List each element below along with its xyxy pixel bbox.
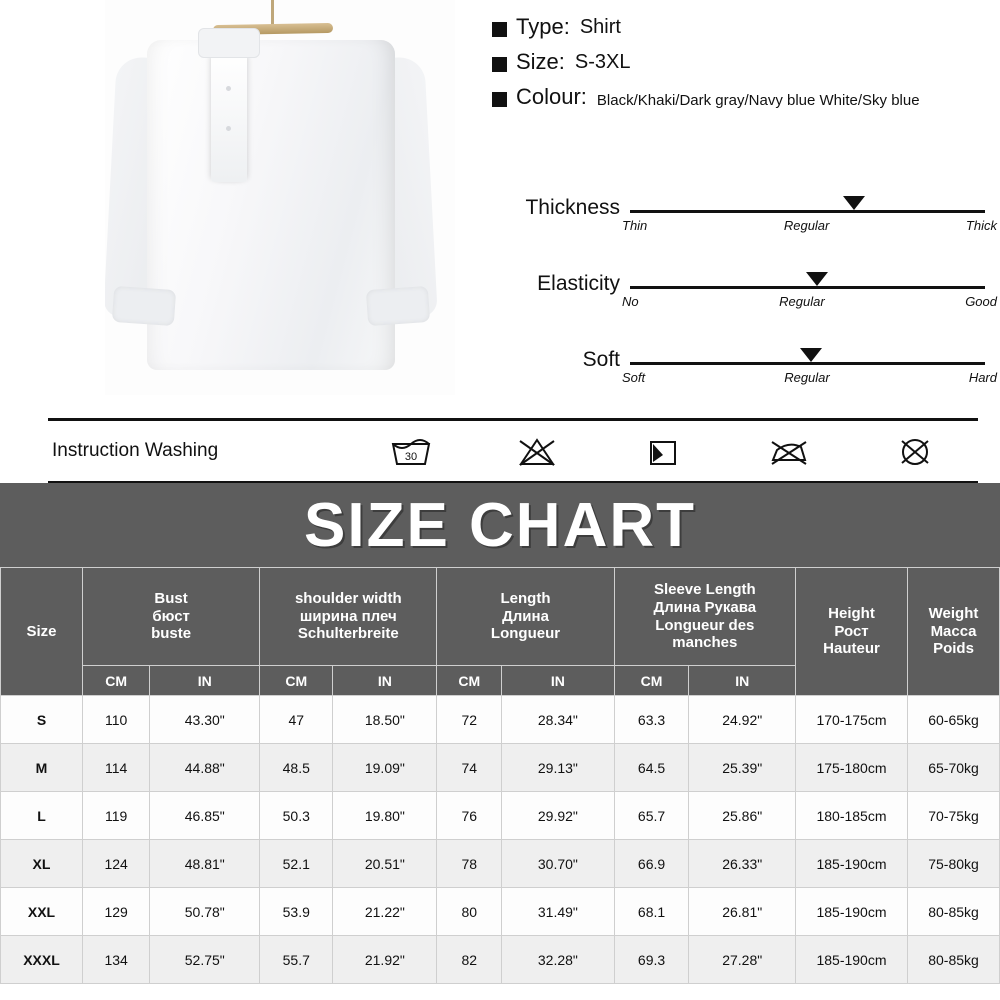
do-not-dry-clean-icon [892,433,938,469]
shirt-placket [211,52,247,182]
cell-length-cm: 72 [437,696,502,744]
size-chart-table [0,567,1000,984]
spec-label: Size: [516,49,565,74]
unit-bust-cm: CM [83,666,150,696]
cell-height: 185-190cm [796,936,908,984]
cell-length-in: 28.34" [502,696,614,744]
product-overview [0,0,1000,410]
cell-length-in: 31.49" [502,888,614,936]
washing-title: Instruction Washing [52,440,219,461]
product-photo [105,0,455,395]
table-header-main [1,568,1000,666]
table-row [1,744,1000,792]
cell-sleeve-cm: 69.3 [614,936,689,984]
cell-length-cm: 80 [437,888,502,936]
table-row [1,936,1000,984]
cell-length-cm: 78 [437,840,502,888]
cell-shoulder-in: 19.09" [333,744,437,792]
cell-sleeve-cm: 65.7 [614,792,689,840]
slider-label: Thickness [525,196,620,219]
spec-value: S-3XL [574,51,631,73]
cell-length-in: 29.92" [502,792,614,840]
cell-sleeve-in: 25.39" [689,744,796,792]
bullet-square-icon [492,92,507,107]
slider-tick-mid: Regular [784,370,830,385]
shirt-right-cuff [366,286,430,326]
spec-label: Colour: [516,84,587,109]
slider-label: Elasticity [537,272,620,295]
slider-ticks [622,294,997,309]
col-weight: Weight Macca Poids [908,568,1000,696]
cell-bust-cm: 124 [83,840,150,888]
cell-size: L [1,792,83,840]
bullet-square-icon [492,22,507,37]
cell-length-in: 32.28" [502,936,614,984]
cell-shoulder-cm: 48.5 [260,744,333,792]
cell-shoulder-cm: 53.9 [260,888,333,936]
svg-text:30: 30 [404,451,418,463]
slider-tick-mid: Regular [779,294,825,309]
cell-shoulder-cm: 47 [260,696,333,744]
cell-bust-in: 43.30" [150,696,260,744]
col-bust: Bust бюст buste [83,568,260,666]
cell-shoulder-cm: 52.1 [260,840,333,888]
cell-sleeve-cm: 63.3 [614,696,689,744]
slider-marker [800,348,822,362]
unit-sleeve-in: IN [689,666,796,696]
tumble-dry-icon [640,433,686,469]
spec-row-colour [492,84,992,111]
slider-track [630,210,985,213]
cell-weight: 60-65kg [908,696,1000,744]
shirt-collar [198,28,260,58]
slider-tick-left: Soft [622,370,646,385]
cell-size: XXXL [1,936,83,984]
cell-bust-in: 50.78" [150,888,260,936]
cell-height: 180-185cm [796,792,908,840]
unit-length-in: IN [502,666,614,696]
cell-shoulder-in: 18.50" [333,696,437,744]
table-row [1,792,1000,840]
cell-height: 175-180cm [796,744,908,792]
cell-bust-cm: 134 [83,936,150,984]
table-row [1,696,1000,744]
cell-weight: 75-80kg [908,840,1000,888]
bullet-square-icon [492,57,507,72]
slider-tick-right: Thick [965,218,997,233]
cell-weight: 80-85kg [908,888,1000,936]
slider-tick-right: Good [965,294,997,309]
col-sleeve-length: Sleeve Length Длина Рукава Longueur des manches [614,568,795,666]
cell-size: S [1,696,83,744]
shirt-left-cuff [112,286,176,326]
cell-sleeve-in: 24.92" [689,696,796,744]
cell-bust-in: 52.75" [150,936,260,984]
cell-sleeve-in: 27.28" [689,936,796,984]
cell-height: 170-175cm [796,696,908,744]
cell-bust-cm: 129 [83,888,150,936]
slider-marker [806,272,828,286]
slider-tick-left: No [622,294,639,309]
hanger-hook-icon [271,0,274,26]
table-row [1,840,1000,888]
slider-ticks [622,218,997,233]
slider-tick-mid: Regular [783,218,830,233]
cell-sleeve-in: 25.86" [689,792,796,840]
washing-instructions [48,418,978,484]
shirt-button [226,126,231,131]
cell-bust-cm: 114 [83,744,150,792]
cell-length-in: 30.70" [502,840,614,888]
slider-tick-right: Hard [968,370,997,385]
cell-shoulder-cm: 55.7 [260,936,333,984]
size-chart-body [1,696,1000,984]
unit-bust-in: IN [150,666,260,696]
cell-size: M [1,744,83,792]
cell-bust-in: 44.88" [150,744,260,792]
slider-thickness [470,182,997,258]
cell-length-cm: 74 [437,744,502,792]
slider-tick-left: Thin [622,218,648,233]
cell-height: 185-190cm [796,888,908,936]
cell-shoulder-in: 21.22" [333,888,437,936]
spec-value: Shirt [579,16,621,38]
cell-bust-cm: 110 [83,696,150,744]
col-length: Length Длина Longueur [437,568,614,666]
cell-shoulder-in: 21.92" [333,936,437,984]
col-shoulder-width: shoulder width ширина плеч Schulterbreite [260,568,437,666]
cell-weight: 70-75kg [908,792,1000,840]
size-chart-banner [0,483,1000,567]
cell-length-cm: 76 [437,792,502,840]
col-size: Size [1,568,83,696]
unit-length-cm: CM [437,666,502,696]
cell-sleeve-cm: 64.5 [614,744,689,792]
table-row [1,888,1000,936]
cell-shoulder-cm: 50.3 [260,792,333,840]
unit-sleeve-cm: CM [614,666,689,696]
cell-size: XXL [1,888,83,936]
cell-length-cm: 82 [437,936,502,984]
slider-track [630,362,985,365]
cell-bust-cm: 119 [83,792,150,840]
product-spec-list [492,14,992,120]
cell-size: XL [1,840,83,888]
cell-sleeve-cm: 68.1 [614,888,689,936]
col-height: Height Рост Hauteur [796,568,908,696]
slider-label: Soft [582,348,620,371]
spec-row-type [492,14,992,40]
do-not-iron-icon [766,433,812,469]
spec-label: Type: [516,14,570,39]
cell-weight: 80-85kg [908,936,1000,984]
cell-shoulder-in: 19.80" [333,792,437,840]
cell-height: 185-190cm [796,840,908,888]
slider-track [630,286,985,289]
cell-sleeve-cm: 66.9 [614,840,689,888]
slider-marker [843,196,865,210]
slider-elasticity [470,258,997,334]
cell-length-in: 29.13" [502,744,614,792]
attribute-sliders [470,182,997,410]
cell-bust-in: 48.81" [150,840,260,888]
cell-sleeve-in: 26.33" [689,840,796,888]
cell-shoulder-in: 20.51" [333,840,437,888]
slider-ticks [622,370,997,385]
unit-shoulder-in: IN [333,666,437,696]
spec-value: Black/Khaki/Dark gray/Navy blue White/Sky blue [596,92,920,109]
do-not-bleach-icon [514,433,560,469]
unit-shoulder-cm: CM [260,666,333,696]
spec-row-size [492,49,992,75]
cell-weight: 65-70kg [908,744,1000,792]
shirt-button [226,86,231,91]
cell-sleeve-in: 26.81" [689,888,796,936]
slider-soft [470,334,997,410]
shirt-body [147,40,395,370]
cell-bust-in: 46.85" [150,792,260,840]
size-chart-title: SIZE CHART [304,490,696,560]
machine-wash-30-icon [388,433,434,469]
